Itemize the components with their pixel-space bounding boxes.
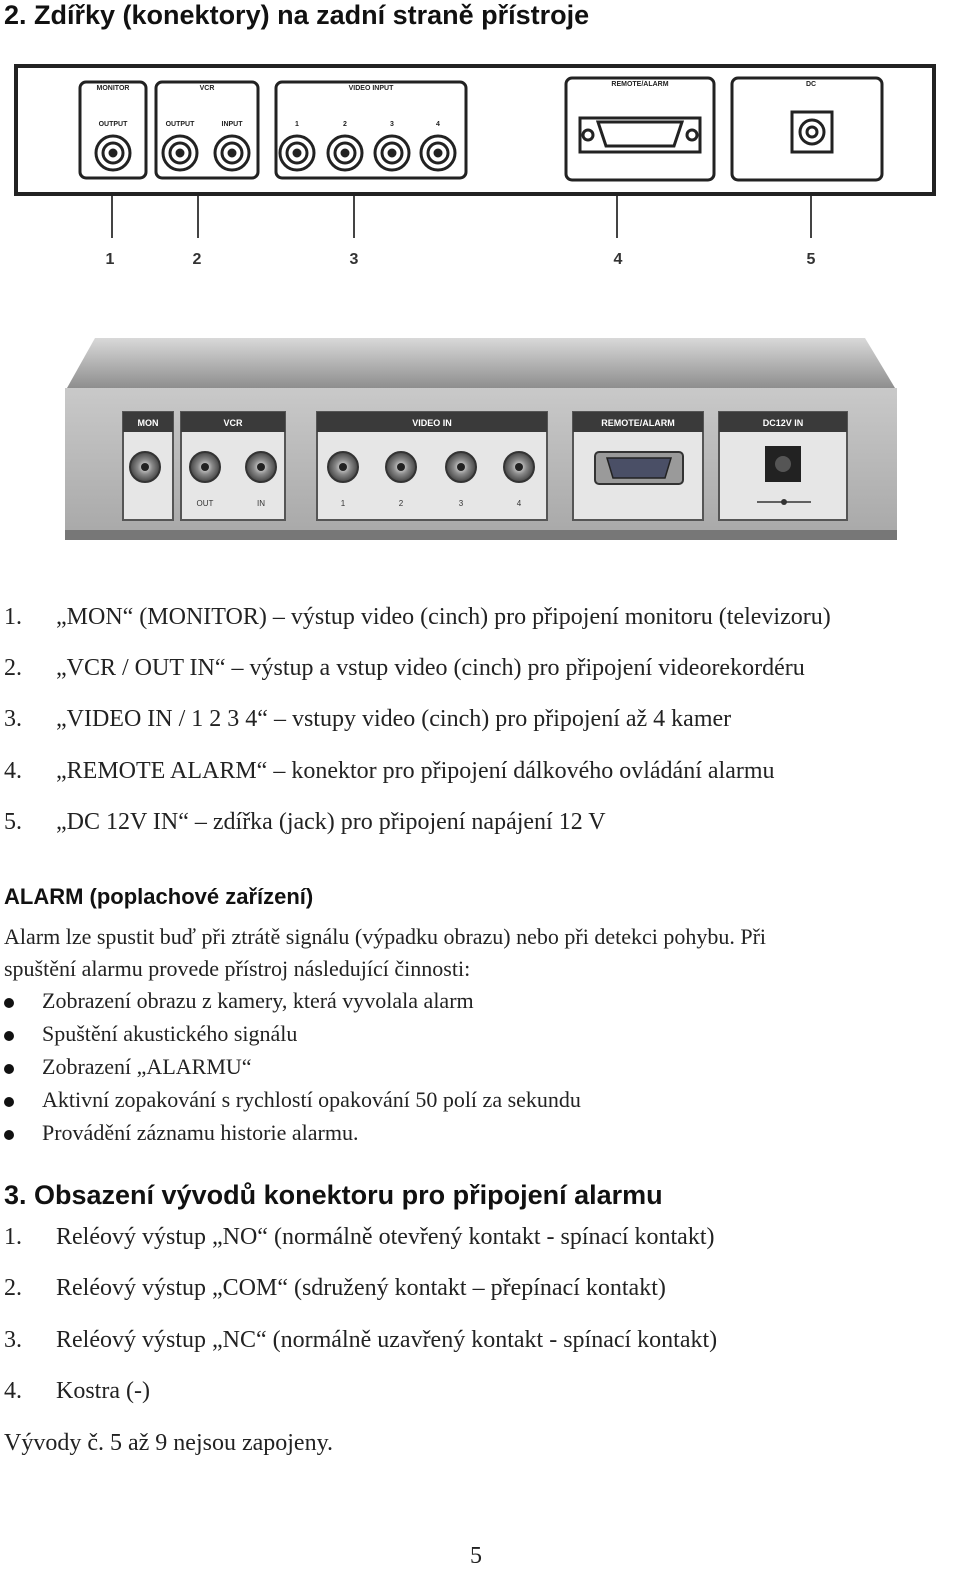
pin-description: Kostra (-): [56, 1378, 150, 1404]
cinch-connector-vcr-out: [163, 136, 197, 170]
photo-port-4: 4: [516, 499, 522, 508]
connector-description: „REMOTE ALARM“ – konektor pro připojení dálkového ovládání alarmu: [56, 758, 775, 784]
photo-port-out: OUT: [196, 499, 214, 508]
schematic-label-vcr: VCR: [199, 85, 215, 92]
pin-item-3: [4, 1327, 717, 1354]
pin-item-2: [4, 1275, 666, 1302]
pin-item-4: [4, 1378, 150, 1405]
photo-port-3: 3: [458, 499, 464, 508]
photo-bnc-vcr-out: [190, 452, 220, 482]
connector-item-1: [4, 604, 831, 631]
connector-item-3: [4, 706, 731, 733]
photo-port-in: IN: [257, 499, 265, 508]
connector-item-4: [4, 758, 775, 785]
connector-description: „DC 12V IN“ – zdířka (jack) pro připojení napájení 12 V: [56, 809, 606, 835]
schematic-port-1: 1: [295, 121, 299, 128]
photo-db9-connector: [595, 452, 683, 484]
pin-description: Reléový výstup „NC“ (normálně uzavřený kontakt - spínací kontakt): [56, 1327, 718, 1353]
pin-item-1: [4, 1224, 715, 1251]
rear-panel-diagram: [14, 62, 936, 274]
cinch-connector-video-2: [328, 136, 362, 170]
photo-label-dc: DC12V IN: [762, 418, 804, 428]
bullet-text: Aktivní zopakování s rychlostí opakování 50 polí za sekundu: [42, 1087, 581, 1112]
photo-label-mon: MON: [137, 418, 159, 428]
connector-description: „VCR / OUT IN“ – výstup a vstup video (cinch) pro připojení videorekordéru: [56, 655, 805, 681]
photo-bnc-vcr-in: [246, 452, 276, 482]
section-title: 2. Zdířky (konektory) na zadní straně přístroje: [4, 0, 590, 30]
callout-5: 5: [806, 251, 816, 268]
section3-title: 3. Obsazení vývodů konektoru pro připojení alarmu: [4, 1180, 663, 1210]
connector-number: 3.: [4, 706, 22, 732]
photo-bnc-video-1: [328, 452, 358, 482]
photo-label-vcr: VCR: [223, 418, 243, 428]
connector-description: „VIDEO IN / 1 2 3 4“ – vstupy video (cinch) pro připojení až 4 kamer: [56, 706, 732, 732]
page-number: 5: [470, 1543, 482, 1569]
photo-port-2: 2: [398, 499, 404, 508]
connector-number: 4.: [4, 758, 22, 784]
bullet-text: Provádění záznamu historie alarmu.: [42, 1120, 359, 1145]
connector-item-5: [4, 809, 606, 836]
photo-bnc-video-4: [504, 452, 534, 482]
connector-item-2: [4, 655, 805, 682]
cinch-connector-video-4: [421, 136, 455, 170]
photo-bnc-video-3: [446, 452, 476, 482]
schematic-port-4: 4: [436, 121, 440, 128]
callout-3: 3: [349, 251, 359, 268]
cinch-connector-video-1: [280, 136, 314, 170]
schematic-label-monitor: MONITOR: [96, 85, 130, 92]
connector-number: 2.: [4, 655, 22, 681]
pin-number: 3.: [4, 1327, 22, 1353]
pin-description: Reléový výstup „NO“ (normálně otevřený kontakt - spínací kontakt): [56, 1224, 715, 1250]
connector-number: 5.: [4, 809, 22, 835]
bullet-icon: [4, 1064, 14, 1074]
alarm-title: ALARM (poplachové zařízení): [4, 884, 314, 909]
callout-2: 2: [192, 251, 202, 268]
photo-label-remote-alarm: REMOTE/ALARM: [601, 418, 675, 428]
connector-number: 1.: [4, 604, 22, 630]
schematic-port-input-vcr: INPUT: [221, 121, 243, 128]
callout-1: 1: [105, 251, 115, 268]
bullet-text: Zobrazení „ALARMU“: [42, 1054, 252, 1079]
pin-number: 2.: [4, 1275, 22, 1301]
alarm-intro-line-2: spuštění alarmu provede přístroj následující činnosti:: [4, 956, 471, 981]
photo-bnc-mon: [130, 452, 160, 482]
bullet-icon: [4, 998, 14, 1008]
pin-number: 1.: [4, 1224, 22, 1250]
pin-description: Reléový výstup „COM“ (sdružený kontakt – přepínací kontakt): [56, 1275, 666, 1301]
db9-connector: [580, 118, 700, 152]
cinch-connector-vcr-in: [215, 136, 249, 170]
pin-number: 4.: [4, 1378, 22, 1404]
device-rear-photo: [57, 334, 903, 546]
bullet-icon: [4, 1097, 14, 1107]
bullet-text: Spuštění akustického signálu: [42, 1021, 298, 1046]
photo-label-video-in: VIDEO IN: [412, 418, 452, 428]
bullet-icon: [4, 1130, 14, 1140]
photo-bnc-video-2: [386, 452, 416, 482]
bullet-text: Zobrazení obrazu z kamery, která vyvolala alarm: [42, 988, 474, 1013]
cinch-connector-video-3: [375, 136, 409, 170]
schematic-label-remote-alarm: REMOTE/ALARM: [611, 81, 669, 88]
connector-description: „MON“ (MONITOR) – výstup video (cinch) pro připojení monitoru (televizoru): [56, 604, 831, 630]
schematic-port-output-vcr: OUTPUT: [165, 121, 195, 128]
dc-jack: [792, 112, 832, 152]
alarm-intro-line-1: Alarm lze spustit buď při ztrátě signálu (výpadku obrazu) nebo při detekci pohybu. Při: [4, 924, 767, 949]
bullet-icon: [4, 1031, 14, 1041]
schematic-label-video-input: VIDEO INPUT: [348, 85, 394, 92]
schematic-port-3: 3: [390, 121, 394, 128]
callout-4: 4: [613, 251, 623, 268]
schematic-label-dc: DC: [805, 81, 817, 88]
schematic-port-2: 2: [343, 121, 347, 128]
unconnected-pins-note: Vývody č. 5 až 9 nejsou zapojeny.: [4, 1430, 334, 1456]
schematic-port-output-monitor: OUTPUT: [98, 121, 128, 128]
photo-port-1: 1: [340, 499, 346, 508]
cinch-connector-monitor: [96, 136, 130, 170]
